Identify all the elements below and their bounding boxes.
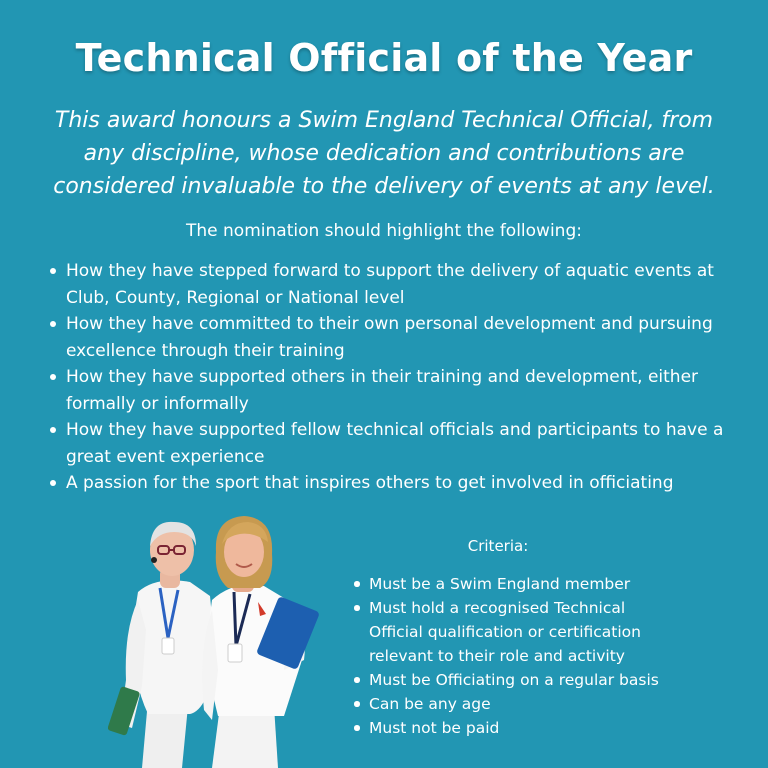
list-item: Can be any age: [352, 692, 662, 716]
list-item: Must not be paid: [352, 716, 662, 740]
nomination-heading: The nomination should highlight the following:: [186, 221, 582, 241]
official-left-figure: [108, 522, 216, 768]
list-item: How they have supported others in their training and development, either formally or informally: [48, 364, 748, 417]
official-right-figure: [202, 516, 320, 768]
list-item: How they have stepped forward to support the delivery of aquatic events at Club, County, Regional or National level: [48, 258, 748, 311]
list-item: Must hold a recognised Technical Official qualification or certification relevant to their role and activity: [352, 596, 662, 668]
list-item: Must be Officiating on a regular basis: [352, 668, 662, 692]
award-description: This award honours a Swim England Technical Official, from any discipline, whose dedication and contributions are considered invaluable to the delivery of events at any level.: [53, 108, 715, 199]
criteria-list: [352, 572, 662, 740]
list-item: How they have committed to their own personal development and pursuing excellence through their training: [48, 311, 748, 364]
list-item: Must be a Swim England member: [352, 572, 662, 596]
nomination-highlights-list: [48, 258, 748, 497]
list-item: A passion for the sport that inspires others to get involved in officiating: [48, 470, 748, 497]
criteria-heading: Criteria:: [467, 537, 529, 555]
page-title: Technical Official of the Year: [75, 36, 693, 80]
list-item: How they have supported fellow technical officials and participants to have a great event experience: [48, 417, 748, 470]
officials-photo: [108, 510, 336, 768]
